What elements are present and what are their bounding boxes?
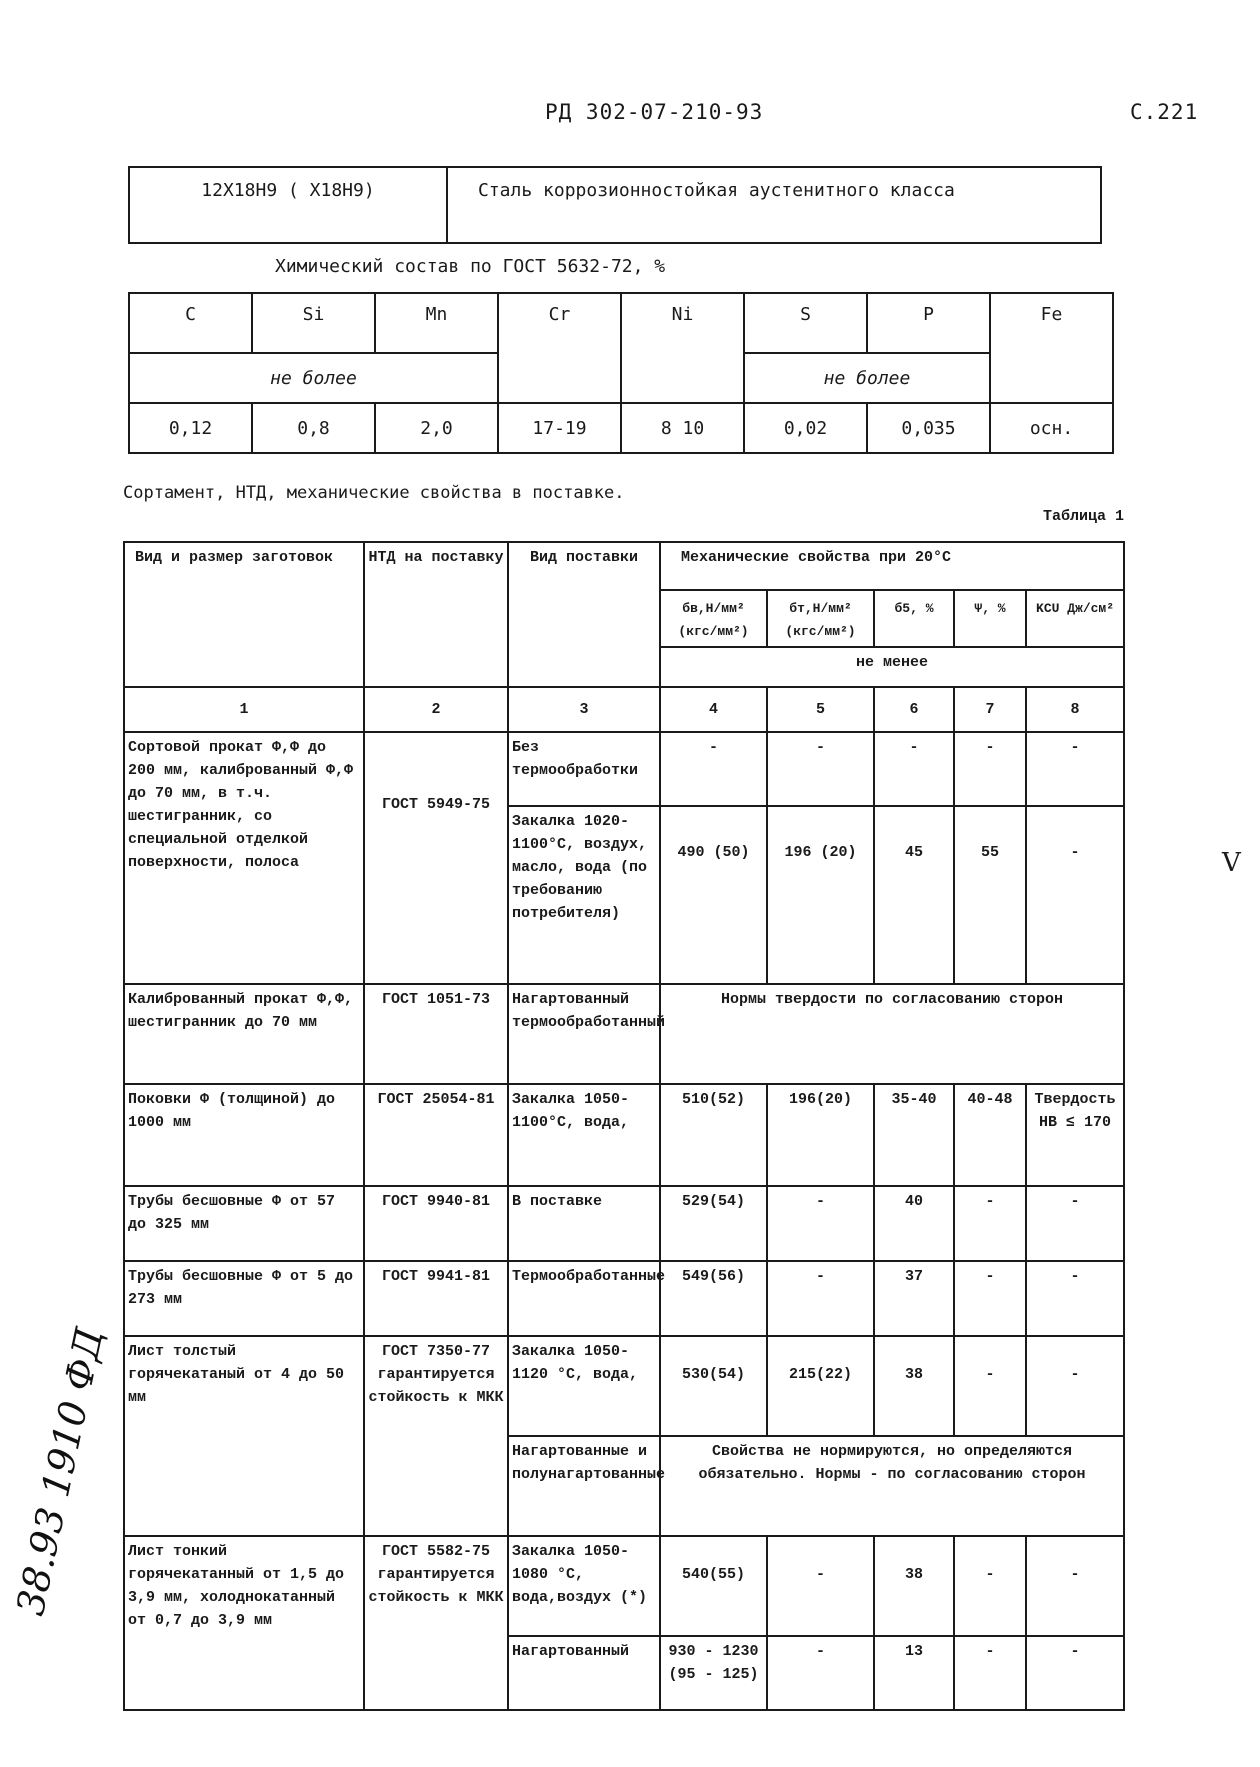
table-row-supply: Закалка 1050-1080 °С, вода,воздух (*) bbox=[508, 1536, 660, 1636]
chem-value: 0,8 bbox=[252, 403, 375, 453]
table-row-supply: В поставке bbox=[508, 1186, 660, 1261]
table-row-value: - bbox=[767, 1186, 874, 1261]
handwritten-note: 38.93 1910 ФД bbox=[8, 1324, 112, 1620]
table-row-value: - bbox=[954, 732, 1026, 806]
column-number: 7 bbox=[954, 687, 1026, 732]
page-number: С.221 bbox=[1130, 100, 1199, 124]
table-row-supply: Без термообработки bbox=[508, 732, 660, 806]
chem-element-c: C bbox=[129, 293, 252, 353]
table-row-value: 540(55) bbox=[660, 1536, 767, 1636]
table-row-value: - bbox=[1026, 732, 1124, 806]
table-row-value: 549(56) bbox=[660, 1261, 767, 1336]
table-row-value: - bbox=[954, 1336, 1026, 1436]
header-kind: Вид и размер заготовок bbox=[124, 542, 364, 687]
header-reduction: Ψ, % bbox=[954, 590, 1026, 647]
chem-element-fe: Fe bbox=[990, 293, 1113, 403]
table-row-kind: Сортовой прокат Ф,Ф до 200 мм, калиброванный Ф,Ф до 70 мм, в т.ч. шестигранник, со специальной отделкой поверхности, полоса bbox=[124, 732, 364, 984]
table-row-ntd: ГОСТ 25054-81 bbox=[364, 1084, 508, 1186]
table-row-value: - bbox=[1026, 806, 1124, 984]
table-row-kind: Лист толстый горячекатаный от 4 до 50 мм bbox=[124, 1336, 364, 1536]
table-row-supply: Нагартованный термообработанный bbox=[508, 984, 660, 1084]
table-row-value: - bbox=[1026, 1336, 1124, 1436]
table-row-supply: Нагартованные и полунагартованные bbox=[508, 1436, 660, 1536]
column-number: 6 bbox=[874, 687, 954, 732]
table-row-supply: Термообработанные bbox=[508, 1261, 660, 1336]
table-row-value: 196(20) bbox=[767, 1084, 874, 1186]
chem-element-mn: Mn bbox=[375, 293, 498, 353]
chem-value: 8 10 bbox=[621, 403, 744, 453]
table-row-value: - bbox=[1026, 1261, 1124, 1336]
header-tensile: бв,Н/мм² (кгс/мм²) bbox=[660, 590, 767, 647]
table-row-kind: Лист тонкий горячекатанный от 1,5 до 3,9 мм, холоднокатанный от 0,7 до 3,9 мм bbox=[124, 1536, 364, 1710]
chem-element-si: Si bbox=[252, 293, 375, 353]
table-row-value: - bbox=[767, 1636, 874, 1710]
table-row-supply: Закалка 1020-1100°С, воздух, масло, вода (по требованию потребителя) bbox=[508, 806, 660, 984]
grade-description: Сталь коррозионностойкая аустенитного класса bbox=[447, 167, 1101, 243]
table-row-value: 530(54) bbox=[660, 1336, 767, 1436]
table-row-kind: Калиброванный прокат Ф,Ф, шестигранник до 70 мм bbox=[124, 984, 364, 1084]
sortament-title: Сортамент, НТД, механические свойства в поставке. bbox=[123, 483, 625, 503]
table-row-value: - bbox=[954, 1261, 1026, 1336]
table-row-value: - bbox=[767, 1536, 874, 1636]
header-ntd: НТД на поставку bbox=[364, 542, 508, 687]
chem-value: 17-19 bbox=[498, 403, 621, 453]
table-row-supply: Нагартованный bbox=[508, 1636, 660, 1710]
table-row-value: 196 (20) bbox=[767, 806, 874, 984]
table-row-value: - bbox=[954, 1186, 1026, 1261]
header-impact: KCU Дж/см² bbox=[1026, 590, 1124, 647]
table-row-ntd: ГОСТ 9940-81 bbox=[364, 1186, 508, 1261]
table-row-value: 38 bbox=[874, 1536, 954, 1636]
mechanical-properties-table bbox=[123, 541, 1125, 1711]
column-number: 5 bbox=[767, 687, 874, 732]
table-row-value: 37 bbox=[874, 1261, 954, 1336]
table-row-note: Нормы твердости по согласованию сторон bbox=[660, 984, 1124, 1084]
chem-limit-note: не более bbox=[744, 353, 990, 403]
table-row-value: 215(22) bbox=[767, 1336, 874, 1436]
column-number: 8 bbox=[1026, 687, 1124, 732]
table-row-value: - bbox=[660, 732, 767, 806]
header-not-less: не менее bbox=[660, 647, 1124, 687]
chem-value: 0,035 bbox=[867, 403, 990, 453]
chem-element-cr: Cr bbox=[498, 293, 621, 403]
chem-value: 0,12 bbox=[129, 403, 252, 453]
table-row-value: 55 bbox=[954, 806, 1026, 984]
table-row-value: Твердость НВ ≤ 170 bbox=[1026, 1084, 1124, 1186]
header-elongation: б5, % bbox=[874, 590, 954, 647]
header-mechanical: Механические свойства при 20°С bbox=[660, 542, 1124, 590]
margin-check-mark: V bbox=[1222, 848, 1241, 878]
table-row-value: - bbox=[767, 732, 874, 806]
column-number: 3 bbox=[508, 687, 660, 732]
table-row-value: 40 bbox=[874, 1186, 954, 1261]
grade-name: 12Х18Н9 ( Х18Н9) bbox=[129, 167, 447, 243]
column-number: 4 bbox=[660, 687, 767, 732]
chem-value: осн. bbox=[990, 403, 1113, 453]
table-row-ntd: ГОСТ 9941-81 bbox=[364, 1261, 508, 1336]
table-row-value: 930 - 1230 (95 - 125) bbox=[660, 1636, 767, 1710]
table-row-value: - bbox=[874, 732, 954, 806]
table-row-value: 40-48 bbox=[954, 1084, 1026, 1186]
column-number: 2 bbox=[364, 687, 508, 732]
table-row-kind: Трубы бесшовные Ф от 5 до 273 мм bbox=[124, 1261, 364, 1336]
table-label: Таблица 1 bbox=[1043, 508, 1125, 525]
chem-element-ni: Ni bbox=[621, 293, 744, 403]
table-row-note: Свойства не нормируются, но определяются обязательно. Нормы - по согласованию сторон bbox=[660, 1436, 1124, 1536]
table-row-value: 45 bbox=[874, 806, 954, 984]
table-row-value: - bbox=[1026, 1536, 1124, 1636]
table-row-value: - bbox=[954, 1636, 1026, 1710]
table-row-kind: Поковки Ф (толщиной) до 1000 мм bbox=[124, 1084, 364, 1186]
chem-element-p: P bbox=[867, 293, 990, 353]
table-row-value: 529(54) bbox=[660, 1186, 767, 1261]
chem-composition-title: Химический состав по ГОСТ 5632-72, % bbox=[275, 256, 666, 277]
header-yield: бт,Н/мм² (кгс/мм²) bbox=[767, 590, 874, 647]
grade-table bbox=[128, 166, 1102, 244]
chem-value: 2,0 bbox=[375, 403, 498, 453]
table-row-value: 13 bbox=[874, 1636, 954, 1710]
table-row-ntd: ГОСТ 5949-75 bbox=[364, 732, 508, 984]
table-row-value: - bbox=[767, 1261, 874, 1336]
table-row-ntd: ГОСТ 5582-75 гарантируется стойкость к МКК bbox=[364, 1536, 508, 1710]
table-row-value: 35-40 bbox=[874, 1084, 954, 1186]
chem-limit-note: не более bbox=[129, 353, 498, 403]
table-row-value: - bbox=[954, 1536, 1026, 1636]
column-number: 1 bbox=[124, 687, 364, 732]
chem-element-s: S bbox=[744, 293, 867, 353]
chem-composition-table bbox=[128, 292, 1114, 454]
table-row-value: 490 (50) bbox=[660, 806, 767, 984]
table-row-supply: Закалка 1050-1120 °С, вода, bbox=[508, 1336, 660, 1436]
table-row-value: 510(52) bbox=[660, 1084, 767, 1186]
header-supply: Вид поставки bbox=[508, 542, 660, 687]
table-row-kind: Трубы бесшовные Ф от 57 до 325 мм bbox=[124, 1186, 364, 1261]
table-row-ntd: ГОСТ 1051-73 bbox=[364, 984, 508, 1084]
chem-value: 0,02 bbox=[744, 403, 867, 453]
table-row-ntd: ГОСТ 7350-77 гарантируется стойкость к МКК bbox=[364, 1336, 508, 1536]
table-row-value: - bbox=[1026, 1636, 1124, 1710]
table-row-value: 38 bbox=[874, 1336, 954, 1436]
table-row-supply: Закалка 1050-1100°С, вода, bbox=[508, 1084, 660, 1186]
document-code: РД 302-07-210-93 bbox=[545, 100, 764, 124]
table-row-value: - bbox=[1026, 1186, 1124, 1261]
